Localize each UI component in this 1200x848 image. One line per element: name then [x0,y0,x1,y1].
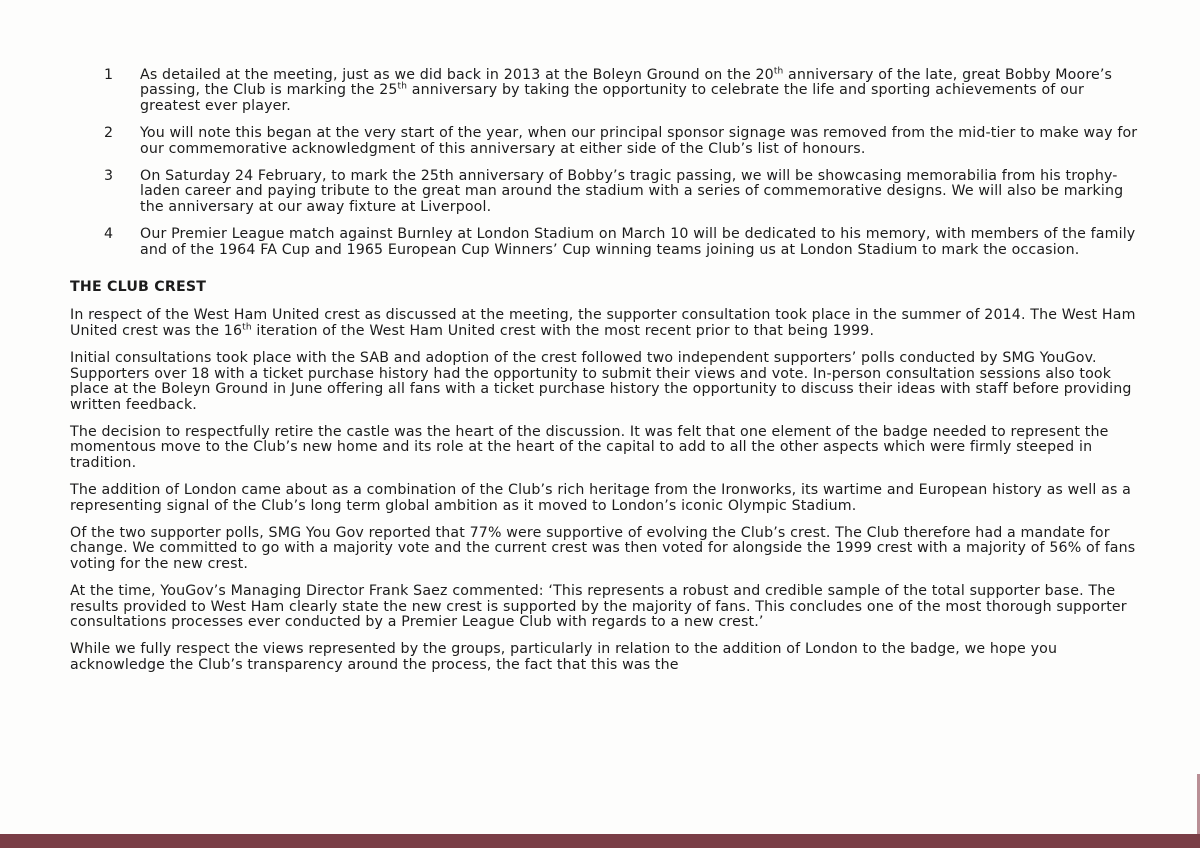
numbered-item [70,227,1138,258]
document-body [70,68,1138,685]
section-heading: THE CLUB CREST [70,279,207,296]
item-text-part: As detailed at the meeting, just as we did back in 2013 at the Boleyn Ground on the 20 [140,67,774,83]
paragraph: While we fully respect the views represented by the groups, particularly in relation to the addition of London to the badge, we hope you acknowledge the Club’s transparency around the process, the fact that this was the [70,641,1058,673]
numbered-item [70,68,1138,114]
paragraph: At the time, YouGov’s Managing Director Frank Saez commented: ‘This represents a robust and credible sample of the total supporter base. The results provided to West Ham clearly state the new crest is supported by the majority of fans. This concludes one of the most thorough supporter consultations processes ever conducted by a Premier League Club with regards to a new crest.’ [70,583,1127,630]
numbered-item [70,126,1138,157]
item-number: 2 [104,125,114,142]
numbered-item [70,169,1138,215]
item-text: Our Premier League match against Burnley at London Stadium on March 10 will be dedicated to his memory, with members of the family and of the 1964 FA Cup and 1965 European Cup Winners’ Cup winning teams joining us at London Stadium to mark the occasion. [140,226,1136,258]
paragraph: The addition of London came about as a combination of the Club’s rich heritage from the Ironworks, its wartime and European history as well as a representing signal of the Club’s long term global ambition as it moved to London’s iconic Olympic Stadium. [70,482,1131,514]
superscript: th [773,66,784,77]
paragraph [70,308,1138,339]
item-text-part: anniversary of the late, great Bobby Moore’s passing, the Club is marking the 25 [140,67,1113,99]
footer-bar [0,834,1200,848]
item-text: You will note this began at the very start of the year, when our principal sponsor signage was removed from the mid-tier to make way for our commemorative acknowledgment of this anniversary at either side of the Club’s list of honours. [140,125,1138,157]
paragraph-text-part: iteration of the West Ham United crest with the most recent prior to that being 1999. [251,322,875,339]
superscript: th [242,322,252,333]
superscript: th [397,81,408,92]
item-text: On Saturday 24 February, to mark the 25th anniversary of Bobby’s tragic passing, we will be showcasing memorabilia from his trophy-laden career and paying tribute to the great man around the stadium with a series of commemorative designs. We will also be marking the anniversary at our away fixture at Liverpool. [140,168,1124,215]
item-number: 1 [104,67,114,83]
item-number: 3 [104,168,114,185]
item-text [140,68,1138,114]
paragraph: Initial consultations took place with the SAB and adoption of the crest followed two independent supporters’ polls conducted by SMG YouGov. Supporters over 18 with a ticket purchase history had the opportunity to submit their views and vote. In-person consultation sessions also took place at the Boleyn Ground in June offering all fans with a ticket purchase history the opportunity to discuss their ideas with staff before providing written feedback. [70,350,1132,413]
paragraph-text-part: In respect of the West Ham United crest as discussed at the meeting, the supporter consultation took place in the summer of 2014. The West Ham United crest was the 16 [70,307,1136,339]
paragraph: The decision to respectfully retire the castle was the heart of the discussion. It was felt that one element of the badge needed to represent the momentous move to the Club’s new home and its role at the heart of the capital to add to all the other aspects which were firmly steeped in tradition. [70,423,1109,471]
item-number: 4 [104,226,114,243]
paragraph: Of the two supporter polls, SMG You Gov reported that 77% were supportive of evolving the Club’s crest. The Club therefore had a mandate for change. We committed to go with a majority vote and the current crest was then voted for alongside the 1999 crest with a majority of 56% of fans voting for the new crest. [70,524,1136,572]
item-text-part: anniversary by taking the opportunity to celebrate the life and sporting achievements of our greatest ever player. [140,82,1085,114]
